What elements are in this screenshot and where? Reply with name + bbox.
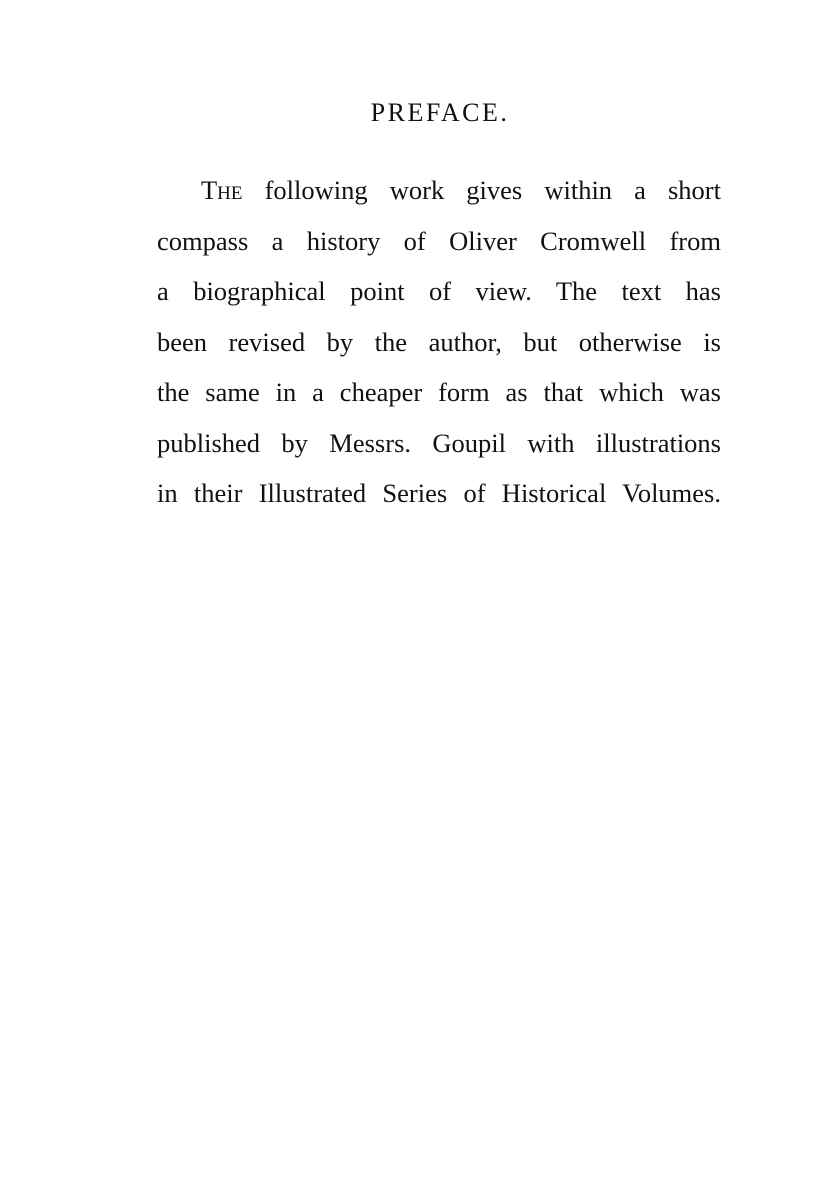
text-line-1-rest: following work gives within a short bbox=[242, 175, 721, 205]
text-line-6: published by Messrs. Goupil with illustrations bbox=[157, 427, 721, 458]
text-line-7: in their Illustrated Series of Historical Volumes. bbox=[157, 478, 721, 508]
small-caps-lead: The bbox=[201, 175, 243, 205]
preface-paragraph bbox=[157, 165, 721, 519]
text-line-3: a biographical point of view. The text has bbox=[157, 276, 721, 306]
text-line-5: the same in a cheaper form as that which was bbox=[157, 377, 721, 407]
page-title: PREFACE. bbox=[370, 98, 510, 127]
text-line-4: been revised by the author, but otherwise is bbox=[157, 326, 721, 357]
text-line-1 bbox=[157, 165, 721, 216]
text-line-2: compass a history of Oliver Cromwell from bbox=[157, 225, 721, 256]
